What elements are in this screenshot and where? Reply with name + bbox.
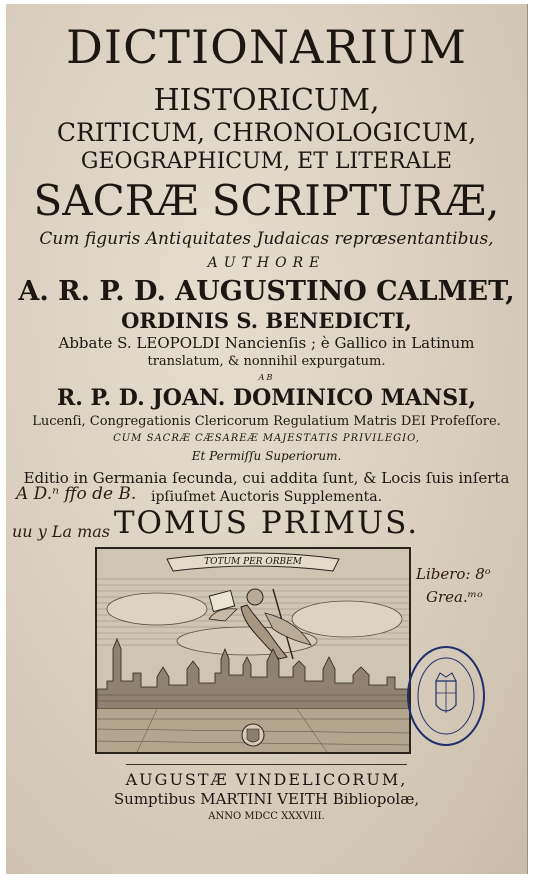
author-order: ORDINIS S. BENEDICTI,	[121, 308, 412, 333]
engraving-banner: TOTUM PER ORBEM	[204, 557, 302, 567]
title-line-2: HISTORICUM,	[153, 83, 380, 118]
engraving-art	[97, 549, 409, 752]
edition-note: Editio in Germania ſecunda, cui addita ſunt, & Locis ſuis inſerta	[23, 469, 510, 487]
volume-title: TOMUS PRIMUS.	[113, 505, 420, 541]
translator-role: Lucenſi, Congregationis Clericorum Regulatium Matris DEI Profeſſore.	[32, 414, 501, 429]
footer-rule	[126, 764, 407, 765]
privilege: CUM SACRÆ CÆSAREÆ MAJESTATIS PRIVILEGIO,	[113, 433, 420, 444]
translation-note: translatum, & nonnihil expurgatum.	[147, 354, 386, 369]
engraving-illustration	[95, 547, 411, 754]
library-stamp	[406, 645, 486, 747]
authore-label: AUTHORE	[207, 255, 326, 271]
permission: Et Permiſſu Superiorum.	[191, 449, 342, 463]
ab-label: AB	[258, 373, 275, 382]
imprint-city: AUGUSTÆ VINDELICORUM,	[125, 770, 408, 789]
handwritten-note-3: Libero: 8ᵒ	[416, 565, 491, 583]
title-line-3: CRITICUM, CHRONOLOGICUM,	[56, 118, 477, 147]
handwritten-note-4: Grea.ᵐᵒ	[426, 588, 483, 606]
imprint-year: ANNO MDCC XXXVIII.	[208, 811, 325, 822]
title-line-1: DICTIONARIUM	[66, 20, 467, 74]
title-line-4: GEOGRAPHICUM, ET LITERALE	[80, 149, 453, 174]
handwritten-note-2: uu y La mas	[12, 522, 110, 541]
subtitle: Cum figuris Antiquitates Judaicas repræsentantibus,	[39, 229, 494, 249]
title-page	[6, 4, 528, 874]
handwritten-note-1: A D.ⁿ ffo de B.	[16, 484, 137, 504]
author-name: A. R. P. D. AUGUSTINO CALMET,	[18, 276, 515, 307]
translator-name: R. P. D. JOAN. DOMINICO MANSI,	[56, 385, 477, 411]
supplement-note: ipſiuſmet Auctoris Supplementa.	[150, 489, 383, 505]
author-abbey: Abbate S. LEOPOLDI Nancienſis ; è Gallico in Latinum	[58, 334, 475, 352]
imprint-publisher: Sumptibus MARTINI VEITH Bibliopolæ,	[113, 790, 420, 808]
title-line-5: SACRÆ SCRIPTURÆ,	[33, 176, 500, 225]
